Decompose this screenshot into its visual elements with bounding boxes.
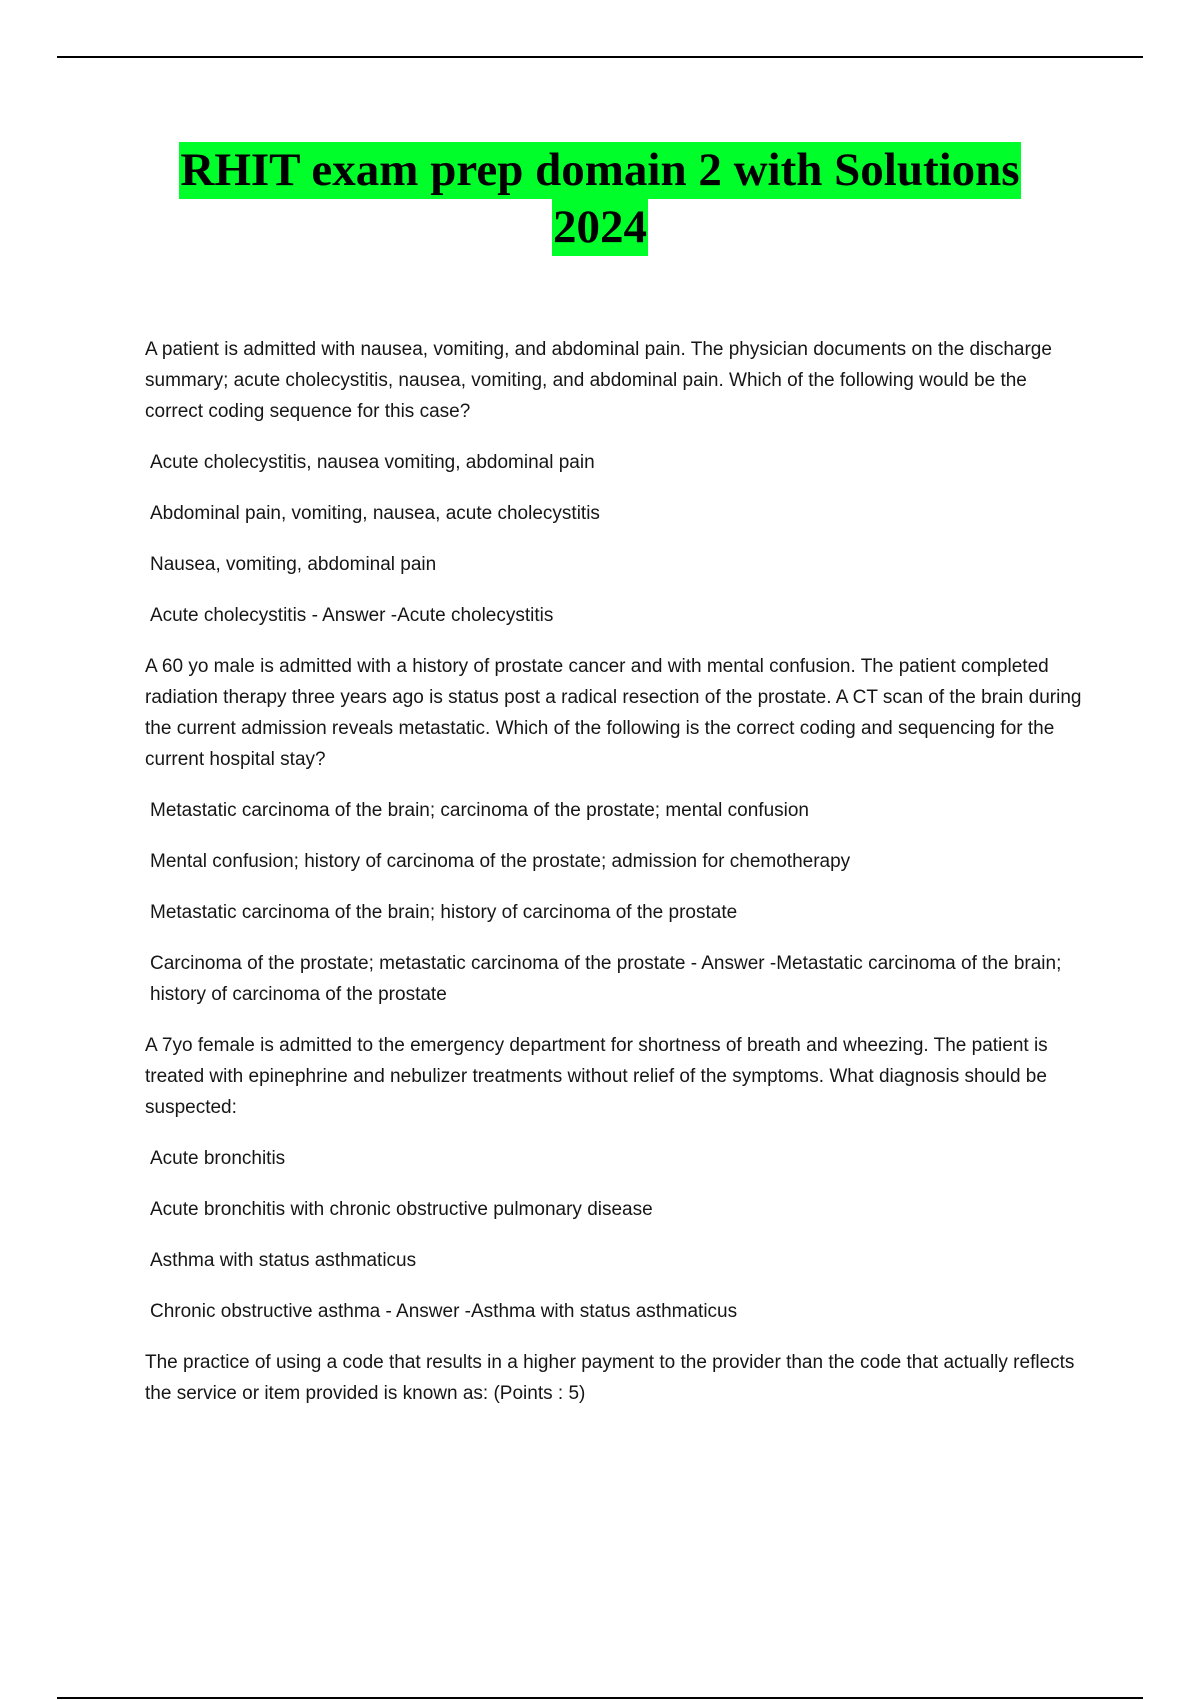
- question-3-option-2: Acute bronchitis with chronic obstructive pulmonary disease: [150, 1199, 653, 1220]
- question-2-option-2: Mental confusion; history of carcinoma of the prostate; admission for chemotherapy: [150, 851, 851, 872]
- question-1-prompt: A patient is admitted with nausea, vomiting, and abdominal pain. The physician documents on the discharge summary; acute cholecystitis, nausea, vomiting, and abdominal pain. Which of the following would be the correct coding sequence for this case?: [145, 339, 1052, 422]
- question-1-option-2: Abdominal pain, vomiting, nausea, acute cholecystitis: [150, 503, 600, 524]
- bottom-rule: [57, 1697, 1143, 1699]
- question-3-option-1: Acute bronchitis: [150, 1148, 286, 1169]
- question-3-prompt: A 7yo female is admitted to the emergency department for shortness of breath and wheezing. The patient is treated with epinephrine and nebulizer treatments without relief of the symptoms. What diagnosis should be suspected:: [145, 1035, 1048, 1118]
- document-title: [0, 142, 1200, 256]
- question-1-option-3: Nausea, vomiting, abdominal pain: [150, 554, 437, 575]
- document-body: [145, 334, 1090, 1429]
- top-rule: [57, 56, 1143, 58]
- question-3-option-4-answer: Chronic obstructive asthma - Answer -Asthma with status asthmaticus: [150, 1301, 738, 1322]
- question-2-prompt: A 60 yo male is admitted with a history of prostate cancer and with mental confusion. The patient completed radiation therapy three years ago is status post a radical resection of the prostate. A CT scan of the brain during the current admission reveals metastatic. Which of the following is the correct coding and sequencing for the current hospital stay?: [145, 656, 1082, 770]
- question-1-option-4-answer: Acute cholecystitis - Answer -Acute cholecystitis: [150, 605, 554, 626]
- question-2-option-1: Metastatic carcinoma of the brain; carcinoma of the prostate; mental confusion: [150, 800, 809, 821]
- question-1-option-1: Acute cholecystitis, nausea vomiting, abdominal pain: [150, 452, 595, 473]
- question-2-option-4-answer: Carcinoma of the prostate; metastatic carcinoma of the prostate - Answer -Metastatic carcinoma of the brain; history of carcinoma of the prostate: [150, 953, 1062, 1005]
- title-line-1: RHIT exam prep domain 2 with Solutions: [179, 142, 1020, 199]
- title-line-2: 2024: [552, 199, 648, 256]
- question-4-prompt: The practice of using a code that results in a higher payment to the provider than the code that actually reflects the service or item provided is known as: (Points : 5): [145, 1352, 1075, 1404]
- question-2-option-3: Metastatic carcinoma of the brain; history of carcinoma of the prostate: [150, 902, 738, 923]
- question-3-option-3: Asthma with status asthmaticus: [150, 1250, 417, 1271]
